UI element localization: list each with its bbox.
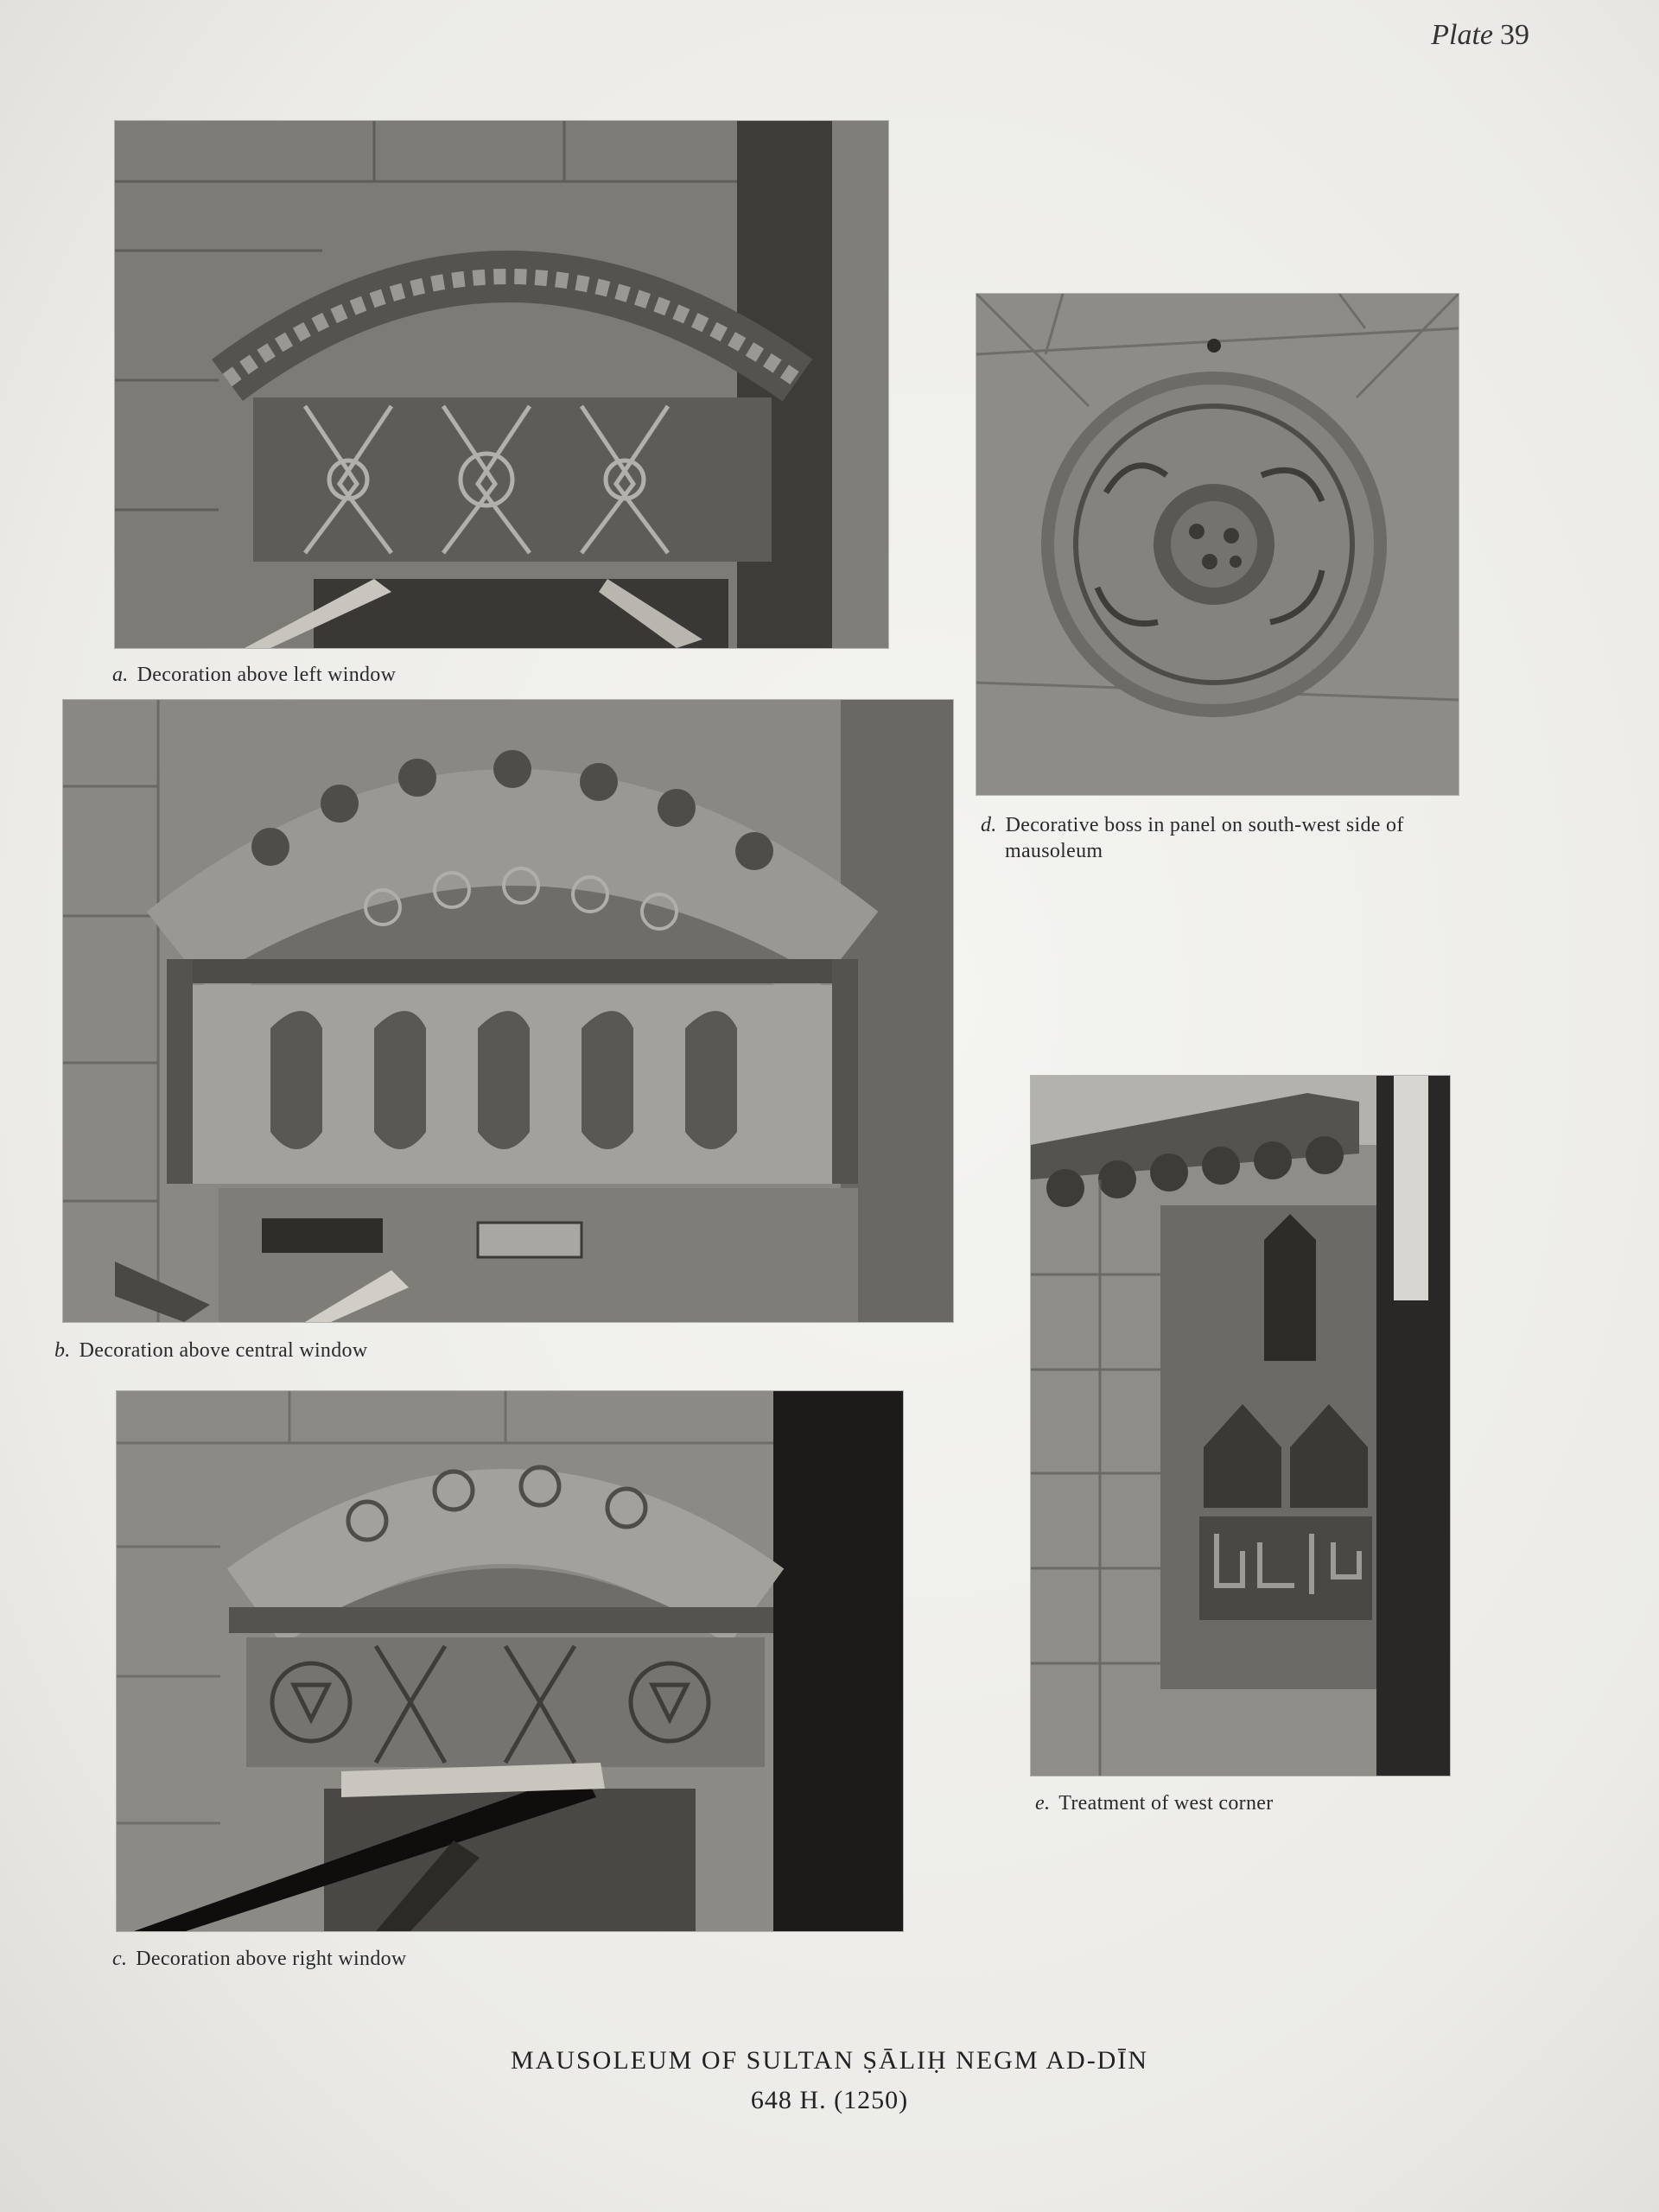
caption-e-letter: e.: [1035, 1792, 1051, 1815]
photo-a-image: [115, 121, 888, 648]
caption-d: [981, 812, 1404, 864]
plate-date: 648 H. (1250): [750, 2086, 909, 2114]
caption-a-letter: a.: [112, 664, 129, 686]
photo-b-image: [63, 700, 953, 1322]
plate-word: Plate: [1431, 19, 1493, 51]
plate-footer: [0, 2046, 1659, 2115]
photo-c-image: [117, 1391, 903, 1931]
plate-number: [1431, 19, 1529, 52]
photo-d: [976, 294, 1459, 795]
caption-c-letter: c.: [112, 1948, 128, 1970]
photo-b: [63, 700, 953, 1322]
caption-b: [54, 1339, 367, 1363]
caption-c-text: Decoration above right window: [136, 1948, 407, 1970]
photo-c: [117, 1391, 903, 1931]
plate-num: 39: [1500, 19, 1529, 51]
photo-e: [1031, 1076, 1450, 1776]
photo-d-image: [976, 294, 1459, 795]
caption-d-text-line2: mausoleum: [1005, 840, 1103, 862]
caption-d-text: Decorative boss in panel on south-west side of: [1005, 814, 1404, 836]
caption-e-text: Treatment of west corner: [1058, 1792, 1274, 1815]
caption-c: [112, 1948, 407, 1971]
caption-a-text: Decoration above left window: [137, 664, 397, 686]
caption-b-letter: b.: [54, 1339, 71, 1362]
photo-a: [115, 121, 888, 648]
plate-title: MAUSOLEUM OF SULTAN ṢĀLIḤ NEGM AD-DĪN: [510, 2046, 1148, 2075]
caption-a: [112, 664, 396, 687]
caption-b-text: Decoration above central window: [79, 1339, 368, 1362]
caption-d-letter: d.: [981, 814, 997, 836]
photo-e-image: [1031, 1076, 1450, 1776]
caption-e: [1035, 1792, 1274, 1815]
